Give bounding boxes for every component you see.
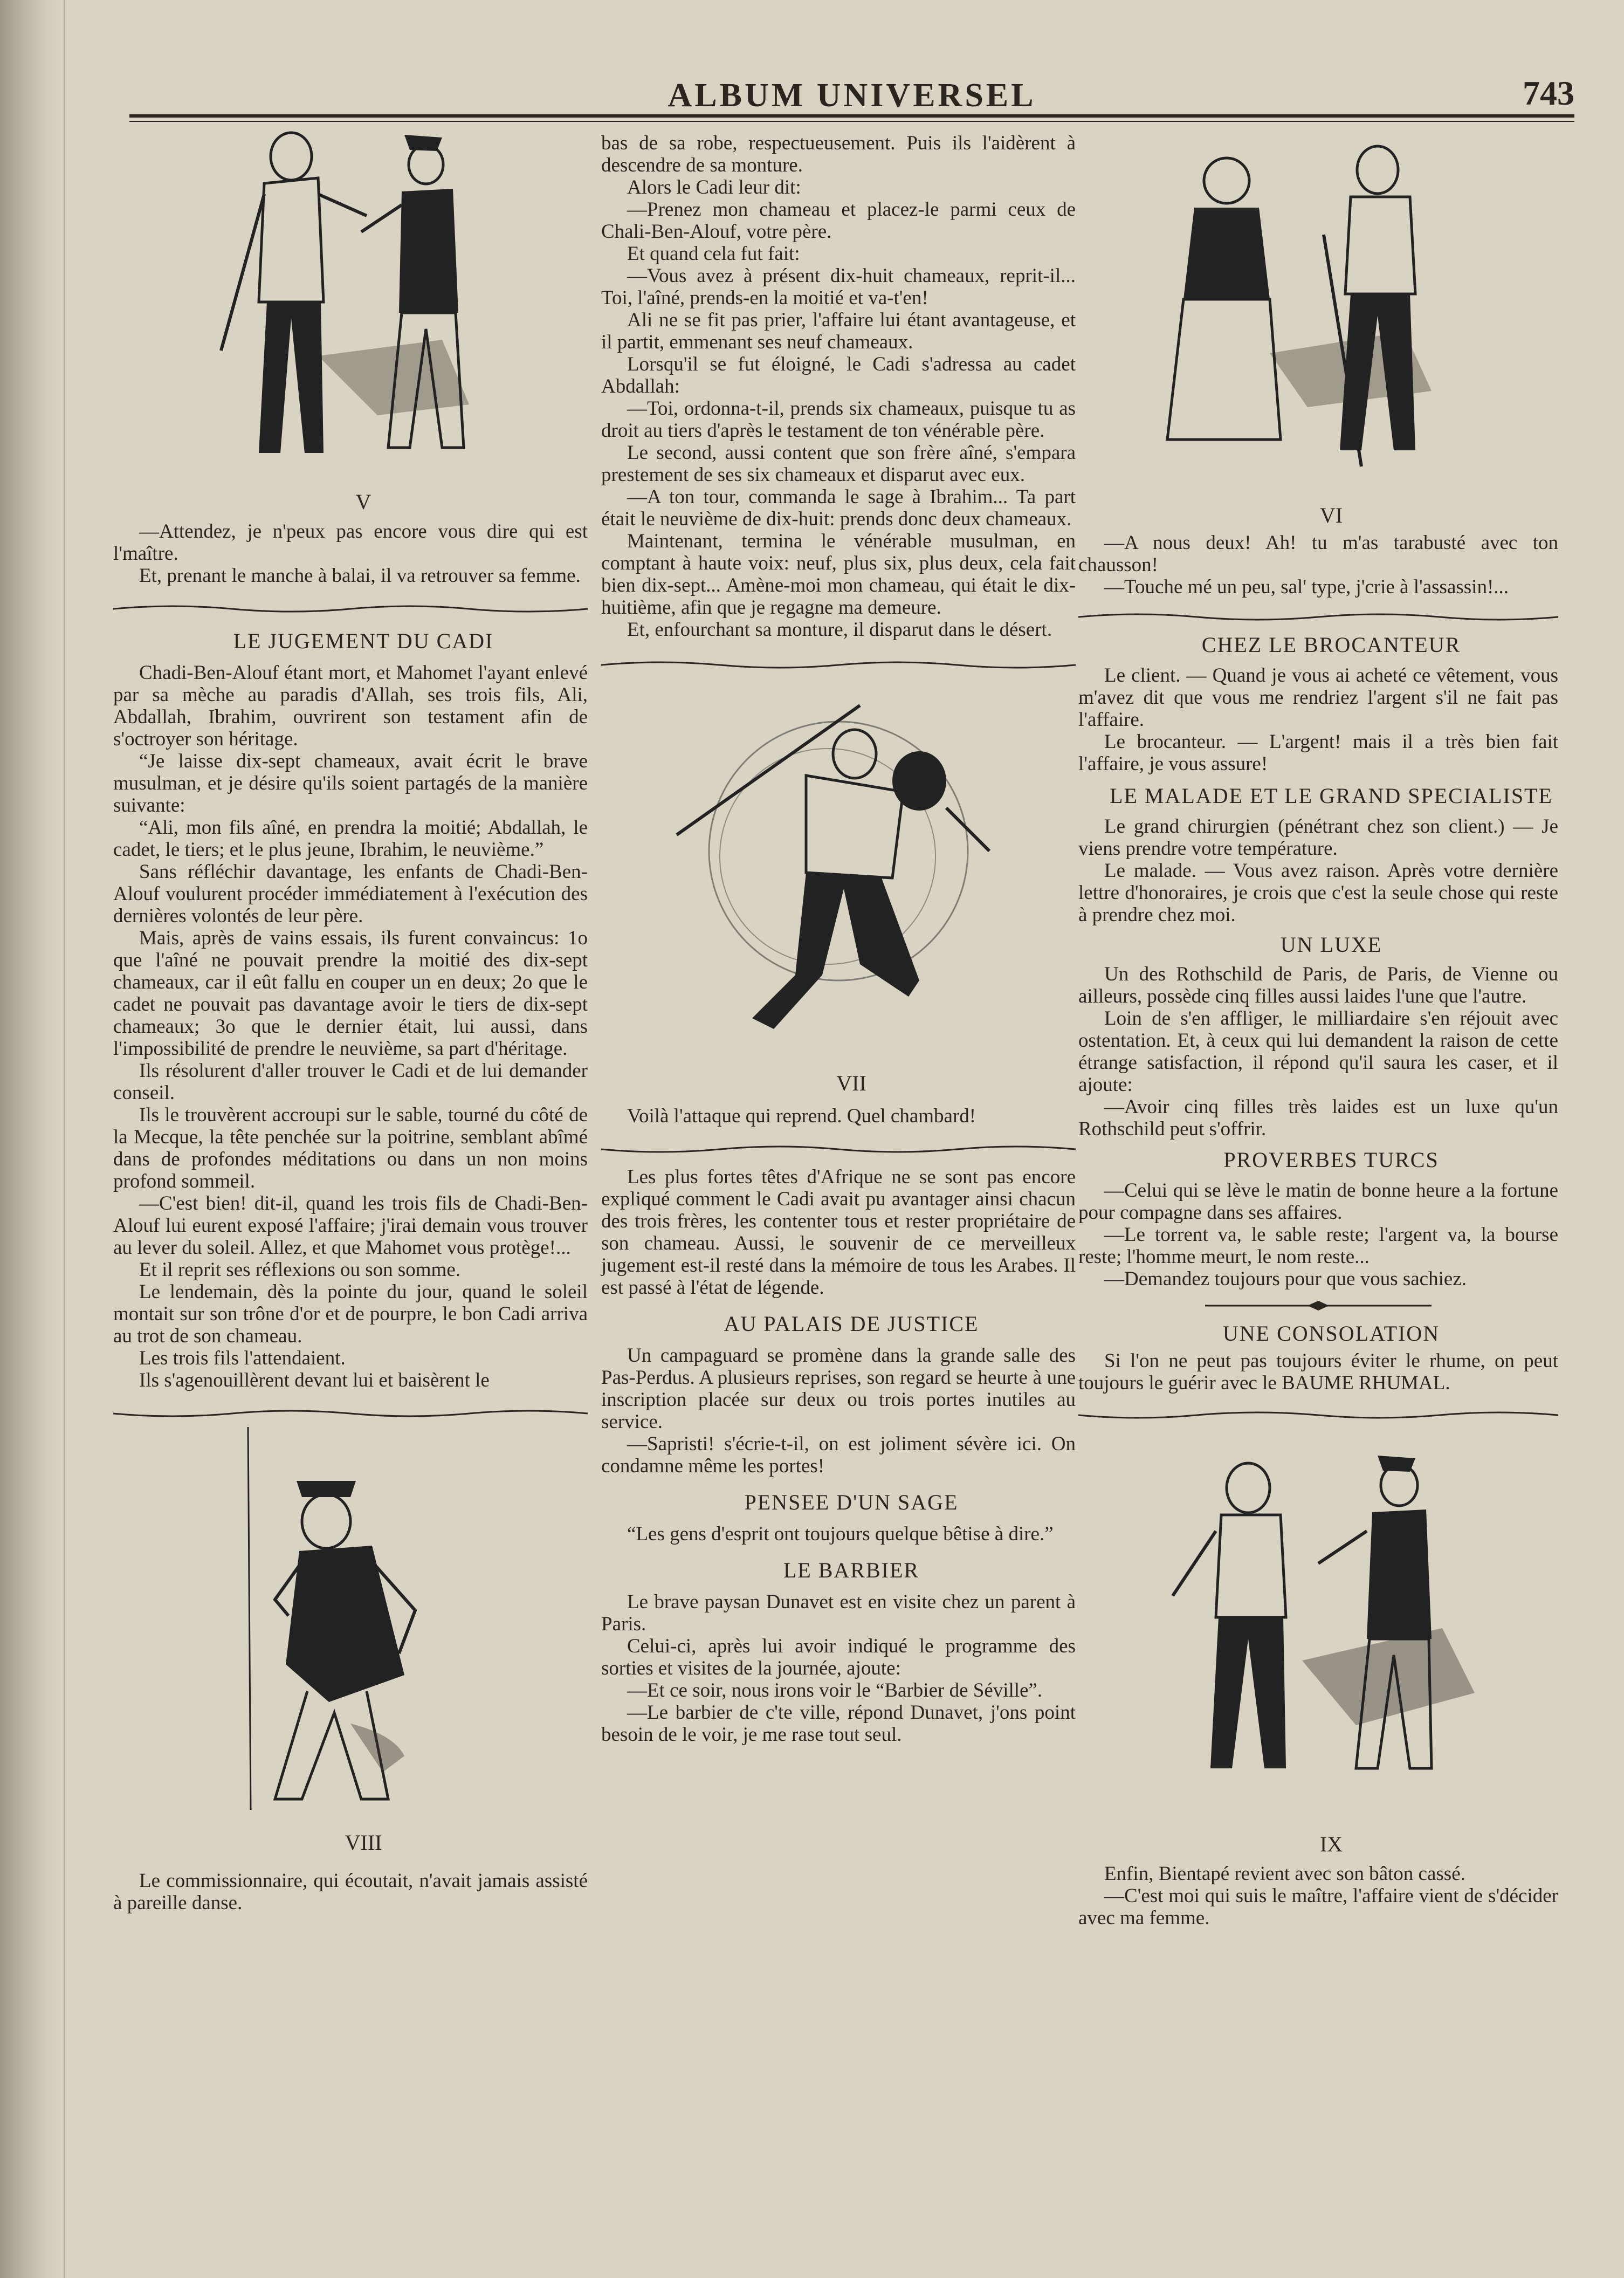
barbier-paragraph: —Le barbier de c'te ville, répond Dunavet, j'ons point besoin de le voir, je me rase tout seul.: [601, 1701, 1076, 1746]
article-title-consolation: UNE CONSOLATION: [1222, 1321, 1440, 1346]
malade-paragraph: Le malade. — Vous avez raison. Après votre dernière lettre d'honoraires, je crois que c'est la seule chose qui reste à prendre chez moi.: [1078, 860, 1558, 926]
jugement-paragraph: Sans réfléchir davantage, les enfants de Chadi-Ben-Alouf voulurent procéder immédiatement à l'exécution des dernières volontés de leur père.: [113, 861, 588, 927]
palais-paragraph: Un campaguard se promène dans la grande salle des Pas-Perdus. A plusieurs reprises, son regard se heurte à une inscription placée sur deux ou trois portes inutiles au service.: [601, 1344, 1076, 1433]
article-title-palais: AU PALAIS DE JUSTICE: [724, 1312, 979, 1336]
jugement-continued: Et, enfourchant sa monture, il disparut dans le désert.: [627, 619, 1052, 641]
figure-ix-text-2: —C'est moi qui suis le maître, l'affaire vient de s'décider avec ma femme.: [1078, 1885, 1558, 1929]
figure-v-text-1: —Attendez, je n'peux pas encore vous dire qui est l'maître.: [113, 520, 588, 565]
jugement-paragraph: Mais, après de vains essais, ils furent convaincus: 1o que l'aîné ne pouvait prendre la moitié des dix-sept chameaux, car il eût fallu en couper un en deux; 2o que le cadet ne pouvait pas davantage avoir le tiers de dix-sept chameaux; 3o que le dernier était, lui aussi, dans l'impossibilité de prendre le neuvième, sa part d'héritage.: [113, 927, 588, 1060]
column-2: [601, 132, 1076, 1746]
luxe-paragraph: Un des Rothschild de Paris, de Paris, de Vienne ou ailleurs, possède cinq filles aussi laides l'une que l'autre.: [1078, 963, 1558, 1007]
jugement-continued: —Vous avez à présent dix-huit chameaux, reprit-il... Toi, l'aîné, prends-en la moitié et va-t'en!: [601, 265, 1076, 309]
jugement-continued: Lorsqu'il se fut éloigné, le Cadi s'adressa au cadet Abdallah:: [601, 353, 1076, 397]
barbier-paragraph: Celui-ci, après lui avoir indiqué le programme des sorties et visites de la journée, ajoute:: [601, 1635, 1076, 1679]
figure-ix-text-1: Enfin, Bientapé revient avec son bâton cassé.: [1104, 1863, 1465, 1885]
illustration-ix: [1140, 1423, 1496, 1833]
jugement-continued: Ali ne se fit pas prier, l'affaire lui étant avantageuse, et il partit, emmenant ses neuf chameaux.: [601, 309, 1076, 353]
page: [102, 65, 1574, 2233]
article-title-malade: LE MALADE ET LE GRAND SPECIALISTE: [1110, 784, 1553, 808]
jugement-paragraph: Et il reprit ses réflexions ou son somme.: [139, 1259, 461, 1281]
figure-vi-caption: VI: [1319, 503, 1343, 527]
jugement-continued: Et quand cela fut fait:: [627, 243, 800, 265]
proverbe: —Demandez toujours pour que vous sachiez.: [1104, 1268, 1467, 1290]
jugement-paragraph: Ils résolurent d'aller trouver le Cadi et de lui demander conseil.: [113, 1060, 588, 1104]
jugement-continued: Maintenant, termina le vénérable musulman, en comptant à haute voix: neuf, plus six, plus deux, cela fait bien dix-sept... Amène-moi mon chameau, qui était le dix-huitième, afin que je regagne ma demeure.: [601, 530, 1076, 619]
section-divider: [113, 1405, 588, 1422]
figure-vii-text: Voilà l'attaque qui reprend. Quel chambard!: [627, 1105, 976, 1127]
illustration-viii: [178, 1422, 523, 1831]
article-title-jugement: LE JUGEMENT DU CADI: [233, 629, 494, 653]
header-rule-thin: [129, 121, 1574, 122]
jugement-paragraph: “Ali, mon fils aîné, en prendra la moitié; Abdallah, le cadet, le tiers; et le plus jeune, Ibrahim, le neuvième.”: [113, 816, 588, 861]
jugement-continued: Le second, aussi content que son frère aîné, s'empara prestement de ses six chameaux et disparut avec eux.: [601, 442, 1076, 486]
palais-paragraph: —Sapristi! s'écrie-t-il, on est joliment sévère ici. On condamne même les portes!: [601, 1433, 1076, 1477]
article-title-barbier: LE BARBIER: [783, 1558, 920, 1582]
jugement-continued: bas de sa robe, respectueusement. Puis ils l'aidèrent à descendre de sa monture.: [601, 132, 1076, 176]
jugement-paragraph: Ils s'agenouillèrent devant lui et baisèrent le: [139, 1369, 490, 1391]
illustration-vi: [1146, 138, 1491, 504]
section-divider: [1078, 1407, 1558, 1423]
header-rule-thick: [129, 114, 1574, 118]
jugement-continued: —Toi, ordonna-t-il, prends six chameaux, puisque tu as droit au tiers d'après le testament de ton vénérable père.: [601, 397, 1076, 442]
jugement-paragraph: “Je laisse dix-sept chameaux, avait écrit le brave musulman, et je désire qu'ils soient partagés de la manière suivante:: [113, 750, 588, 816]
luxe-paragraph: Loin de s'en affliger, le milliardaire s'en réjouit avec ostentation. Et, à ceux qui lui demandent la raison de cette étrange satisfaction, il répond qu'il saura les caser, et il ajoute:: [1078, 1007, 1558, 1096]
brocanteur-paragraph: Le brocanteur. — L'argent! mais il a très bien fait l'affaire, je vous assure!: [1078, 731, 1558, 775]
malade-paragraph: Le grand chirurgien (pénétrant chez son client.) — Je viens prendre votre température.: [1078, 815, 1558, 860]
illustration-vii: [666, 673, 1011, 1072]
jugement-continued: —A ton tour, commanda le sage à Ibrahim... Ta part était le neuvième de dix-huit: prends donc deux chameaux.: [601, 486, 1076, 530]
section-divider: [1078, 609, 1558, 625]
jugement-paragraph: Le lendemain, dès la pointe du jour, quand le soleil montait sur son trône d'or et de pourpre, le bon Cadi arriva au trot de son chameau.: [113, 1281, 588, 1347]
pensee-text: “Les gens d'esprit ont toujours quelque bêtise à dire.”: [627, 1523, 1054, 1545]
article-title-brocanteur: CHEZ LE BROCANTEUR: [1201, 633, 1461, 657]
figure-viii-caption: VIII: [345, 1830, 382, 1855]
column-1: [113, 124, 588, 1914]
article-title-pensee: PENSEE D'UN SAGE: [744, 1490, 959, 1514]
figure-v-caption: V: [355, 490, 371, 514]
jugement-continued: Alors le Cadi leur dit:: [627, 176, 801, 198]
jugement-epilogue: Les plus fortes têtes d'Afrique ne se sont pas encore expliqué comment le Cadi avait pu avantager ainsi chacun des trois frères, les contenter tous et rester propriétaire de son chameau. Aussi, le souvenir de ce merveilleux jugement est-il resté dans la mémoire de tous les Arabes. Il est passé à l'état de légende.: [601, 1166, 1076, 1299]
figure-viii-text: Le commissionnaire, qui écoutait, n'avait jamais assisté à pareille danse.: [113, 1870, 588, 1914]
section-divider: [601, 1141, 1076, 1157]
luxe-paragraph: —Avoir cinq filles très laides est un luxe qu'un Rothschild peut s'offrir.: [1078, 1096, 1558, 1140]
page-number: 743: [1523, 74, 1574, 112]
jugement-paragraph: Les trois fils l'attendaient.: [139, 1347, 346, 1369]
book-spine-shadow: [0, 0, 65, 2278]
section-divider: [601, 657, 1076, 673]
barbier-paragraph: Le brave paysan Dunavet est en visite chez un parent à Paris.: [601, 1591, 1076, 1635]
brocanteur-paragraph: Le client. — Quand je vous ai acheté ce vêtement, vous m'avez dit que vous me rendriez l'argent s'il ne fait pas l'affaire.: [1078, 664, 1558, 731]
figure-vii-caption: VII: [836, 1071, 866, 1095]
section-divider: [113, 601, 588, 617]
jugement-paragraph: Chadi-Ben-Alouf étant mort, et Mahomet l'ayant enlevé par sa mèche au paradis d'Allah, ses trois fils, Ali, Abdallah, Ibrahim, ouvrirent son testament afin de s'octroyer son héritage.: [113, 662, 588, 750]
jugement-continued: —Prenez mon chameau et placez-le parmi ceux de Chali-Ben-Alouf, votre père.: [601, 198, 1076, 243]
consolation-text: Si l'on ne peut pas toujours éviter le rhume, on peut toujours le guérir avec le BAUME RHUMAL.: [1078, 1350, 1558, 1394]
proverbe: —Celui qui se lève le matin de bonne heure a la fortune pour compagne dans ses affaires.: [1078, 1179, 1558, 1224]
publication-title: ALBUM UNIVERSEL: [668, 77, 1036, 114]
figure-ix-caption: IX: [1319, 1832, 1343, 1856]
jugement-paragraph: —C'est bien! dit-il, quand les trois fils de Chadi-Ben-Alouf lui eurent exposé l'affaire; j'irai demain vous trouver au lever du soleil. Allez, et que Mahomet vous protège!...: [113, 1192, 588, 1259]
illustration-v: [189, 124, 512, 491]
barbier-paragraph: —Et ce soir, nous irons voir le “Barbier de Séville”.: [627, 1679, 1043, 1701]
gutter-line: [64, 0, 65, 2278]
article-title-proverbes: PROVERBES TURCS: [1223, 1148, 1439, 1172]
article-title-luxe: UN LUXE: [1280, 932, 1382, 957]
jugement-paragraph: Ils le trouvèrent accroupi sur le sable, tourné du côté de la Mecque, la tête penchée sur la poitrine, semblant abîmé dans de profondes méditations ou dans un non moins profond sommeil.: [113, 1104, 588, 1192]
page-header: [129, 70, 1574, 129]
ornament-divider: [1205, 1298, 1432, 1314]
figure-v-text-2: Et, prenant le manche à balai, il va retrouver sa femme.: [139, 565, 581, 587]
proverbe: —Le torrent va, le sable reste; l'argent va, la bourse reste; l'homme meurt, le nom reste...: [1078, 1224, 1558, 1268]
figure-vi-text-2: —Touche mé un peu, sal' type, j'crie à l'assassin!...: [1104, 576, 1509, 598]
figure-vi-text-1: —A nous deux! Ah! tu m'as tarabusté avec ton chausson!: [1078, 532, 1558, 576]
column-3: [1078, 138, 1558, 1929]
